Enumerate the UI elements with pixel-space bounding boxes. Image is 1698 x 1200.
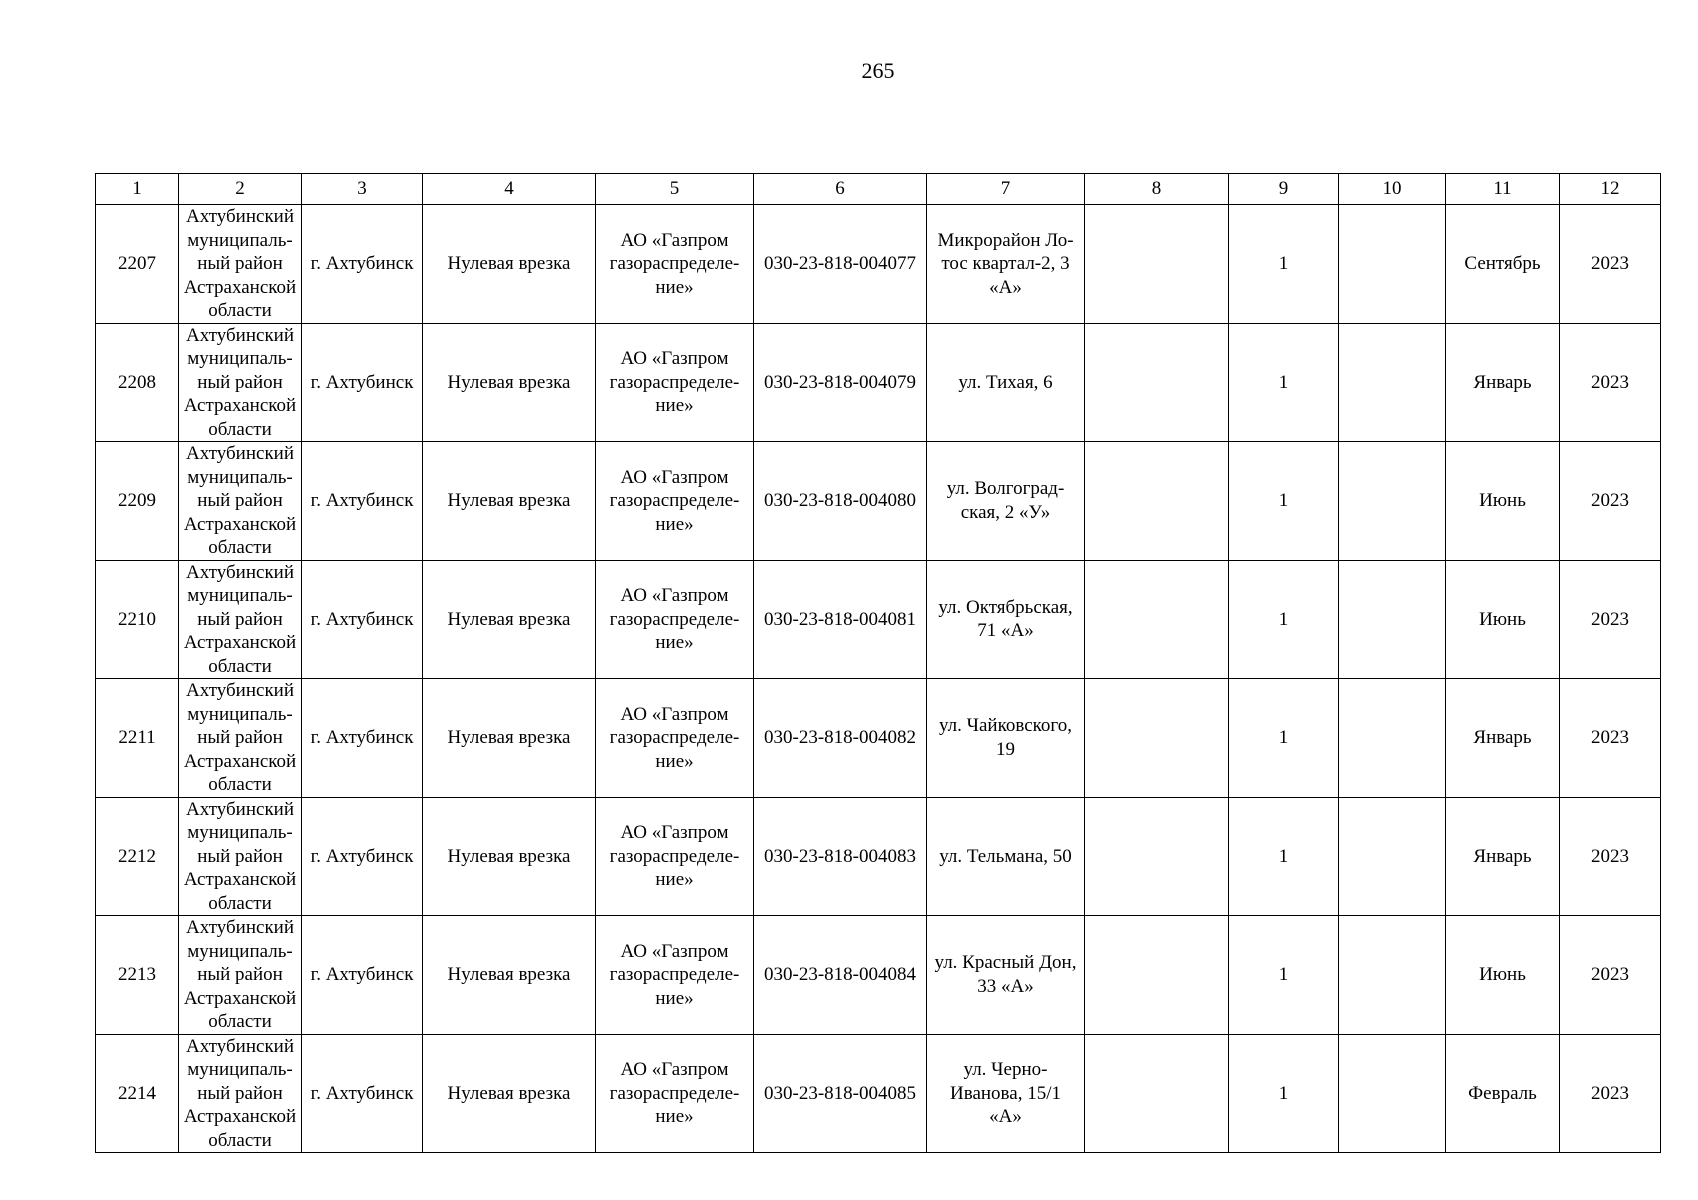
column-10-cell xyxy=(1339,916,1446,1035)
header-row xyxy=(96,174,1661,205)
row-number: 2213 xyxy=(96,916,179,1035)
address-cell: ул. Волгоград- ская, 2 «У» xyxy=(927,442,1085,561)
work-type-cell: Нулевая врезка xyxy=(423,560,596,679)
quantity-cell: 1 xyxy=(1229,797,1339,916)
column-header-1: 1 xyxy=(96,174,179,205)
column-8-cell xyxy=(1085,560,1229,679)
column-header-3: 3 xyxy=(302,174,423,205)
column-8-cell xyxy=(1085,442,1229,561)
year-cell: 2023 xyxy=(1560,679,1661,798)
column-header-4: 4 xyxy=(423,174,596,205)
column-10-cell xyxy=(1339,1034,1446,1153)
table-row xyxy=(96,560,1661,679)
year-cell: 2023 xyxy=(1560,323,1661,442)
row-number: 2214 xyxy=(96,1034,179,1153)
column-header-10: 10 xyxy=(1339,174,1446,205)
column-10-cell xyxy=(1339,679,1446,798)
work-type-cell: Нулевая врезка xyxy=(423,797,596,916)
work-type-cell: Нулевая врезка xyxy=(423,323,596,442)
quantity-cell: 1 xyxy=(1229,916,1339,1035)
district-cell: Ахтубинский муниципаль- ный район Астраханской области xyxy=(179,916,302,1035)
work-type-cell: Нулевая врезка xyxy=(423,205,596,324)
address-cell: ул. Тельмана, 50 xyxy=(927,797,1085,916)
year-cell: 2023 xyxy=(1560,560,1661,679)
organization-cell: АО «Газпром газораспределе- ние» xyxy=(596,916,754,1035)
object-code-cell: 030-23-818-004082 xyxy=(754,679,927,798)
column-10-cell xyxy=(1339,560,1446,679)
organization-cell: АО «Газпром газораспределе- ние» xyxy=(596,797,754,916)
object-code-cell: 030-23-818-004083 xyxy=(754,797,927,916)
object-code-cell: 030-23-818-004084 xyxy=(754,916,927,1035)
month-cell: Июнь xyxy=(1446,442,1560,561)
work-type-cell: Нулевая врезка xyxy=(423,1034,596,1153)
city-cell: г. Ахтубинск xyxy=(302,679,423,798)
column-8-cell xyxy=(1085,679,1229,798)
column-8-cell xyxy=(1085,1034,1229,1153)
work-type-cell: Нулевая врезка xyxy=(423,442,596,561)
address-cell: ул. Октябрьская, 71 «А» xyxy=(927,560,1085,679)
column-header-6: 6 xyxy=(754,174,927,205)
column-header-5: 5 xyxy=(596,174,754,205)
column-header-8: 8 xyxy=(1085,174,1229,205)
year-cell: 2023 xyxy=(1560,797,1661,916)
address-cell: Микрорайон Ло- тос квартал-2, 3 «А» xyxy=(927,205,1085,324)
column-header-11: 11 xyxy=(1446,174,1560,205)
year-cell: 2023 xyxy=(1560,205,1661,324)
year-cell: 2023 xyxy=(1560,916,1661,1035)
month-cell: Январь xyxy=(1446,797,1560,916)
column-8-cell xyxy=(1085,916,1229,1035)
year-cell: 2023 xyxy=(1560,442,1661,561)
quantity-cell: 1 xyxy=(1229,1034,1339,1153)
address-cell: ул. Чайковского, 19 xyxy=(927,679,1085,798)
column-8-cell xyxy=(1085,205,1229,324)
quantity-cell: 1 xyxy=(1229,679,1339,798)
district-cell: Ахтубинский муниципаль- ный район Астраханской области xyxy=(179,679,302,798)
row-number: 2212 xyxy=(96,797,179,916)
city-cell: г. Ахтубинск xyxy=(302,916,423,1035)
organization-cell: АО «Газпром газораспределе- ние» xyxy=(596,205,754,324)
quantity-cell: 1 xyxy=(1229,560,1339,679)
district-cell: Ахтубинский муниципаль- ный район Астраханской области xyxy=(179,560,302,679)
column-header-7: 7 xyxy=(927,174,1085,205)
district-cell: Ахтубинский муниципаль- ный район Астраханской области xyxy=(179,797,302,916)
column-header-2: 2 xyxy=(179,174,302,205)
quantity-cell: 1 xyxy=(1229,442,1339,561)
table-row xyxy=(96,1034,1661,1153)
city-cell: г. Ахтубинск xyxy=(302,1034,423,1153)
row-number: 2210 xyxy=(96,560,179,679)
month-cell: Сентябрь xyxy=(1446,205,1560,324)
city-cell: г. Ахтубинск xyxy=(302,205,423,324)
address-cell: ул. Красный Дон, 33 «А» xyxy=(927,916,1085,1035)
district-cell: Ахтубинский муниципаль- ный район Астраханской области xyxy=(179,442,302,561)
table-row xyxy=(96,323,1661,442)
address-cell: ул. Тихая, 6 xyxy=(927,323,1085,442)
district-cell: Ахтубинский муниципаль- ный район Астраханской области xyxy=(179,205,302,324)
data-table xyxy=(95,173,1661,1153)
city-cell: г. Ахтубинск xyxy=(302,323,423,442)
column-8-cell xyxy=(1085,797,1229,916)
organization-cell: АО «Газпром газораспределе- ние» xyxy=(596,323,754,442)
quantity-cell: 1 xyxy=(1229,205,1339,324)
table-row xyxy=(96,797,1661,916)
month-cell: Январь xyxy=(1446,323,1560,442)
object-code-cell: 030-23-818-004079 xyxy=(754,323,927,442)
object-code-cell: 030-23-818-004077 xyxy=(754,205,927,324)
work-type-cell: Нулевая врезка xyxy=(423,679,596,798)
month-cell: Февраль xyxy=(1446,1034,1560,1153)
work-type-cell: Нулевая врезка xyxy=(423,916,596,1035)
column-10-cell xyxy=(1339,797,1446,916)
organization-cell: АО «Газпром газораспределе- ние» xyxy=(596,1034,754,1153)
district-cell: Ахтубинский муниципаль- ный район Астраханской области xyxy=(179,1034,302,1153)
table-row xyxy=(96,442,1661,561)
month-cell: Январь xyxy=(1446,679,1560,798)
object-code-cell: 030-23-818-004081 xyxy=(754,560,927,679)
table-row xyxy=(96,205,1661,324)
organization-cell: АО «Газпром газораспределе- ние» xyxy=(596,560,754,679)
column-10-cell xyxy=(1339,442,1446,561)
address-cell: ул. Черно- Иванова, 15/1 «А» xyxy=(927,1034,1085,1153)
organization-cell: АО «Газпром газораспределе- ние» xyxy=(596,679,754,798)
table-row xyxy=(96,679,1661,798)
row-number: 2209 xyxy=(96,442,179,561)
column-8-cell xyxy=(1085,323,1229,442)
city-cell: г. Ахтубинск xyxy=(302,560,423,679)
district-cell: Ахтубинский муниципаль- ный район Астраханской области xyxy=(179,323,302,442)
row-number: 2208 xyxy=(96,323,179,442)
column-header-9: 9 xyxy=(1229,174,1339,205)
month-cell: Июнь xyxy=(1446,916,1560,1035)
year-cell: 2023 xyxy=(1560,1034,1661,1153)
city-cell: г. Ахтубинск xyxy=(302,797,423,916)
organization-cell: АО «Газпром газораспределе- ние» xyxy=(596,442,754,561)
quantity-cell: 1 xyxy=(1229,323,1339,442)
table-row xyxy=(96,916,1661,1035)
column-10-cell xyxy=(1339,323,1446,442)
row-number: 2211 xyxy=(96,679,179,798)
object-code-cell: 030-23-818-004080 xyxy=(754,442,927,561)
column-10-cell xyxy=(1339,205,1446,324)
month-cell: Июнь xyxy=(1446,560,1560,679)
row-number: 2207 xyxy=(96,205,179,324)
page-number: 265 xyxy=(861,58,895,83)
city-cell: г. Ахтубинск xyxy=(302,442,423,561)
object-code-cell: 030-23-818-004085 xyxy=(754,1034,927,1153)
column-header-12: 12 xyxy=(1560,174,1661,205)
table-body xyxy=(96,205,1661,1153)
